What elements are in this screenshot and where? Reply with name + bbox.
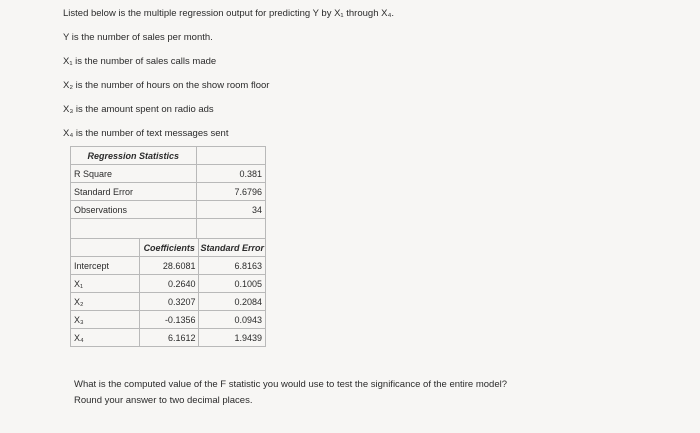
regression-statistics-title: Regression Statistics (71, 147, 197, 165)
regression-statistics-table (70, 146, 266, 239)
table-row (71, 275, 266, 293)
coefficient-value: 28.6081 (140, 257, 199, 275)
intro-line-5: X₃ is the amount spent on radio ads (63, 104, 214, 115)
stat-value: 7.6796 (196, 183, 265, 201)
empty-cell (196, 219, 265, 239)
table-row (71, 201, 266, 219)
question-text: What is the computed value of the F statistic you would use to test the significance of the entire model? Round your answer to two decimal places. (74, 379, 508, 406)
standard-error-value: 0.0943 (199, 311, 266, 329)
standard-error-value: 0.1005 (199, 275, 266, 293)
standard-error-value: 6.8163 (199, 257, 266, 275)
variable-label: X₁ (71, 275, 140, 293)
intro-line-4: X₂ is the number of hours on the show room floor (63, 80, 270, 91)
variable-label: X₃ (71, 311, 140, 329)
table-row (71, 329, 266, 347)
standard-error-value: 0.2084 (199, 293, 266, 311)
stat-label: R Square (71, 165, 197, 183)
stat-label: Observations (71, 201, 197, 219)
coefficient-value: -0.1356 (140, 311, 199, 329)
empty-cell (71, 239, 140, 257)
intro-line-2: Y is the number of sales per month. (63, 32, 213, 43)
variable-label: Intercept (71, 257, 140, 275)
standard-error-value: 1.9439 (199, 329, 266, 347)
coefficient-value: 0.2640 (140, 275, 199, 293)
intro-line-1: Listed below is the multiple regression output for predicting Y by X₁ through X₄. (63, 8, 394, 19)
intro-line-6: X₄ is the number of text messages sent (63, 128, 229, 139)
stat-value: 0.381 (196, 165, 265, 183)
coefficient-value: 0.3207 (140, 293, 199, 311)
table-row (71, 311, 266, 329)
table-row (71, 165, 266, 183)
empty-cell (196, 147, 265, 165)
standard-error-header: Standard Error (199, 239, 266, 257)
table-row (71, 293, 266, 311)
variable-label: X₂ (71, 293, 140, 311)
stat-label: Standard Error (71, 183, 197, 201)
variable-label: X₄ (71, 329, 140, 347)
table-row (71, 183, 266, 201)
coefficients-header: Coefficients (140, 239, 199, 257)
stat-value: 34 (196, 201, 265, 219)
intro-line-3: X₁ is the number of sales calls made (63, 56, 217, 67)
coefficient-value: 6.1612 (140, 329, 199, 347)
coefficients-table (70, 238, 266, 347)
empty-cell (71, 219, 197, 239)
table-row (71, 257, 266, 275)
